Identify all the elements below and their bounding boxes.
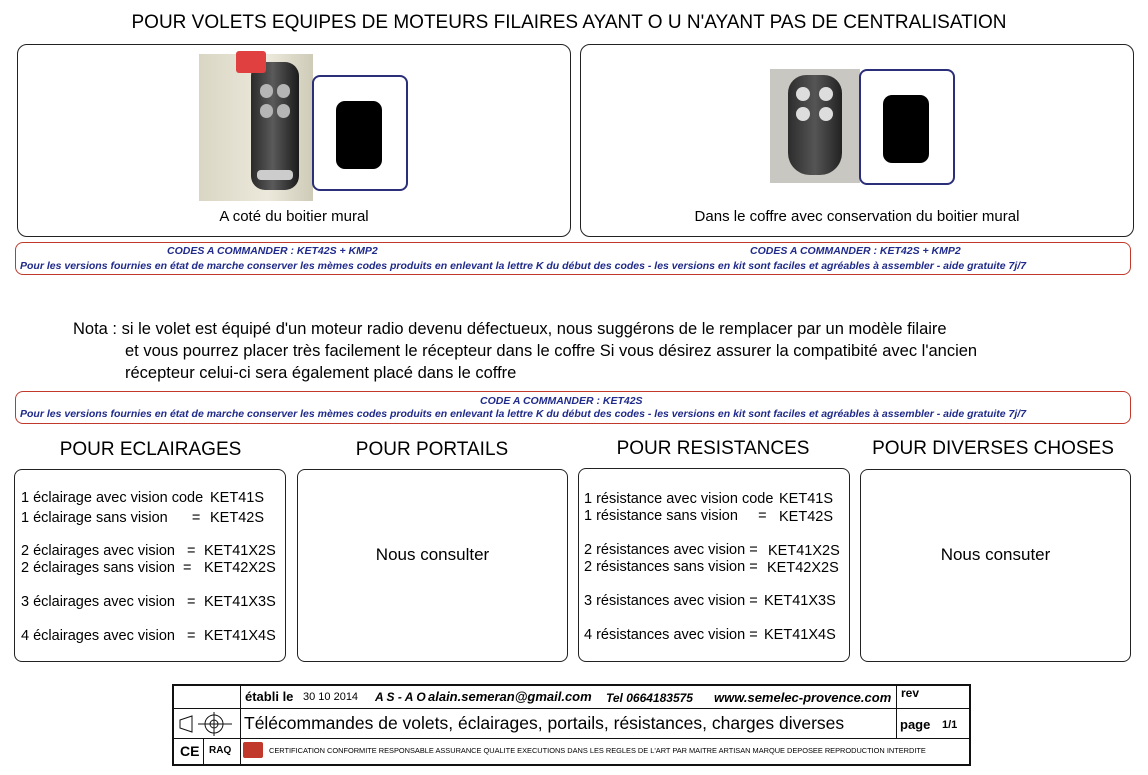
list-item-code: KET41X2S xyxy=(204,543,276,559)
list-item-label: 4 résistances avec vision = xyxy=(584,627,758,643)
box-eclairages xyxy=(14,469,286,662)
nota-line-1: Nota : si le volet est équipé d'un moteur radio devenu défectueux, nous suggérons de le remplacer par un modèle filaire xyxy=(73,320,947,338)
section-title-eclairages: POUR ECLAIRAGES xyxy=(59,439,242,460)
page-value: 1/1 xyxy=(942,719,958,731)
list-item-label: 2 éclairages avec vision = xyxy=(21,543,196,559)
list-item-label: 1 éclairage avec vision code xyxy=(21,490,204,506)
keypad-frame xyxy=(859,69,955,185)
phone: Tel 0664183575 xyxy=(606,691,693,705)
nota-line-2: et vous pourrez placer très facilement le récepteur dans le coffre Si vous désirez assurer la compatibité avec l'ancien xyxy=(125,342,978,360)
box-portails xyxy=(297,469,568,662)
list-item-label: 2 éclairages sans vision = xyxy=(21,560,192,576)
codes-note: Pour les versions fournies en état de marche conserver les mèmes codes produits en enlevant la lettre K du début des codes - les versions en kit sont faciles et agréables à assembler - aide gratuite 7j/7 xyxy=(20,260,1027,272)
list-item-label: 1 résistance avec vision code xyxy=(584,491,774,507)
list-item-code: KET41S xyxy=(779,491,833,507)
section-title-portails: POUR PORTAILS xyxy=(355,439,509,460)
keypad-icon xyxy=(336,101,382,169)
list-item-label: 1 résistance sans vision = xyxy=(584,508,767,524)
raq-label: RAQ xyxy=(209,745,232,756)
remote-control-image xyxy=(251,62,299,190)
list-item-code: KET41X3S xyxy=(764,593,836,609)
portails-message: Nous consulter xyxy=(375,545,490,564)
list-item-code: KET41X3S xyxy=(204,594,276,610)
codes-left: CODES A COMMANDER : KET42S + KMP2 xyxy=(167,245,378,257)
list-item-code: KET41X4S xyxy=(764,627,836,643)
list-item-code: KET42X2S xyxy=(767,560,839,576)
diverses-message: Nous consuter xyxy=(940,545,1051,564)
list-item-code: KET42S xyxy=(210,510,264,526)
certification-text: CERTIFICATION CONFORMITE RESPONSABLE ASSURANCE QUALITE EXECUTIONS DANS LES REGLES DE L'ART PAR MAITRE ARTISAN MARQUE DEPOSEE REPRODUCTION INTERDITE xyxy=(269,746,926,755)
codes-banner-mid xyxy=(15,391,1131,424)
nota-text xyxy=(73,318,1133,384)
list-item-code: KET42X2S xyxy=(204,560,276,576)
list-item-label: 4 éclairages avec vision = xyxy=(21,628,196,644)
list-item-code: KET41X4S xyxy=(204,628,276,644)
codes-right: CODES A COMMANDER : KET42S + KMP2 xyxy=(750,245,961,257)
page-label: page xyxy=(900,717,931,732)
list-item-label: 2 résistances sans vision = xyxy=(584,559,758,575)
list-item-label: 2 résistances avec vision = xyxy=(584,542,758,558)
keypad-frame xyxy=(312,75,408,191)
codes-banner-top xyxy=(15,242,1131,275)
website-link[interactable]: www.semelec-provence.com xyxy=(714,690,892,705)
box-diverses xyxy=(860,469,1131,662)
securis-logo-icon xyxy=(243,742,263,758)
etabli-label: établi le xyxy=(245,689,294,704)
page-title: POUR VOLETS EQUIPES DE MOTEURS FILAIRES AYANT O U N'AYANT PAS DE CENTRALISATION xyxy=(131,12,1007,33)
box-resistances xyxy=(578,468,850,662)
technical-symbol-icon xyxy=(178,712,236,736)
list-item-code: KET42S xyxy=(779,509,833,525)
section-title-resistances: POUR RESISTANCES xyxy=(616,438,810,459)
document-title: Télécommandes de volets, éclairages, portails, résistances, charges diverses xyxy=(244,713,845,733)
panel-caption: A coté du boitier mural xyxy=(219,208,369,225)
rev-label: rev xyxy=(901,686,920,700)
email: alain.semeran@gmail.com xyxy=(428,689,592,704)
codes-center: CODE A COMMANDER : KET42S xyxy=(480,395,643,407)
date: 30 10 2014 xyxy=(303,691,359,703)
nota-line-3: récepteur celui-ci sera également placé dans le coffre xyxy=(125,364,517,382)
panel-mural xyxy=(17,44,571,237)
list-item-label: 1 éclairage sans vision = xyxy=(21,510,201,526)
remote-control-image xyxy=(770,69,860,183)
title-block xyxy=(172,684,971,766)
list-item-code: KET41S xyxy=(210,490,264,506)
panel-caption: Dans le coffre avec conservation du boitier mural xyxy=(694,208,1020,225)
asao: A S - A O xyxy=(375,690,426,704)
codes-note: Pour les versions fournies en état de marche conserver les mèmes codes produits en enlevant la lettre K du début des codes - les versions en kit sont faciles et agréables à assembler - aide gratuite 7j/7 xyxy=(20,408,1027,420)
list-item-code: KET41X2S xyxy=(768,543,840,559)
ce-mark: CE xyxy=(180,743,200,759)
panel-coffre xyxy=(580,44,1134,237)
section-title-diverses: POUR DIVERSES CHOSES xyxy=(872,438,1114,459)
brand-sticker-image xyxy=(236,51,266,73)
keypad-icon xyxy=(883,95,929,163)
list-item-label: 3 éclairages avec vision = xyxy=(21,594,196,610)
list-item-label: 3 résistances avec vision = xyxy=(584,593,758,609)
